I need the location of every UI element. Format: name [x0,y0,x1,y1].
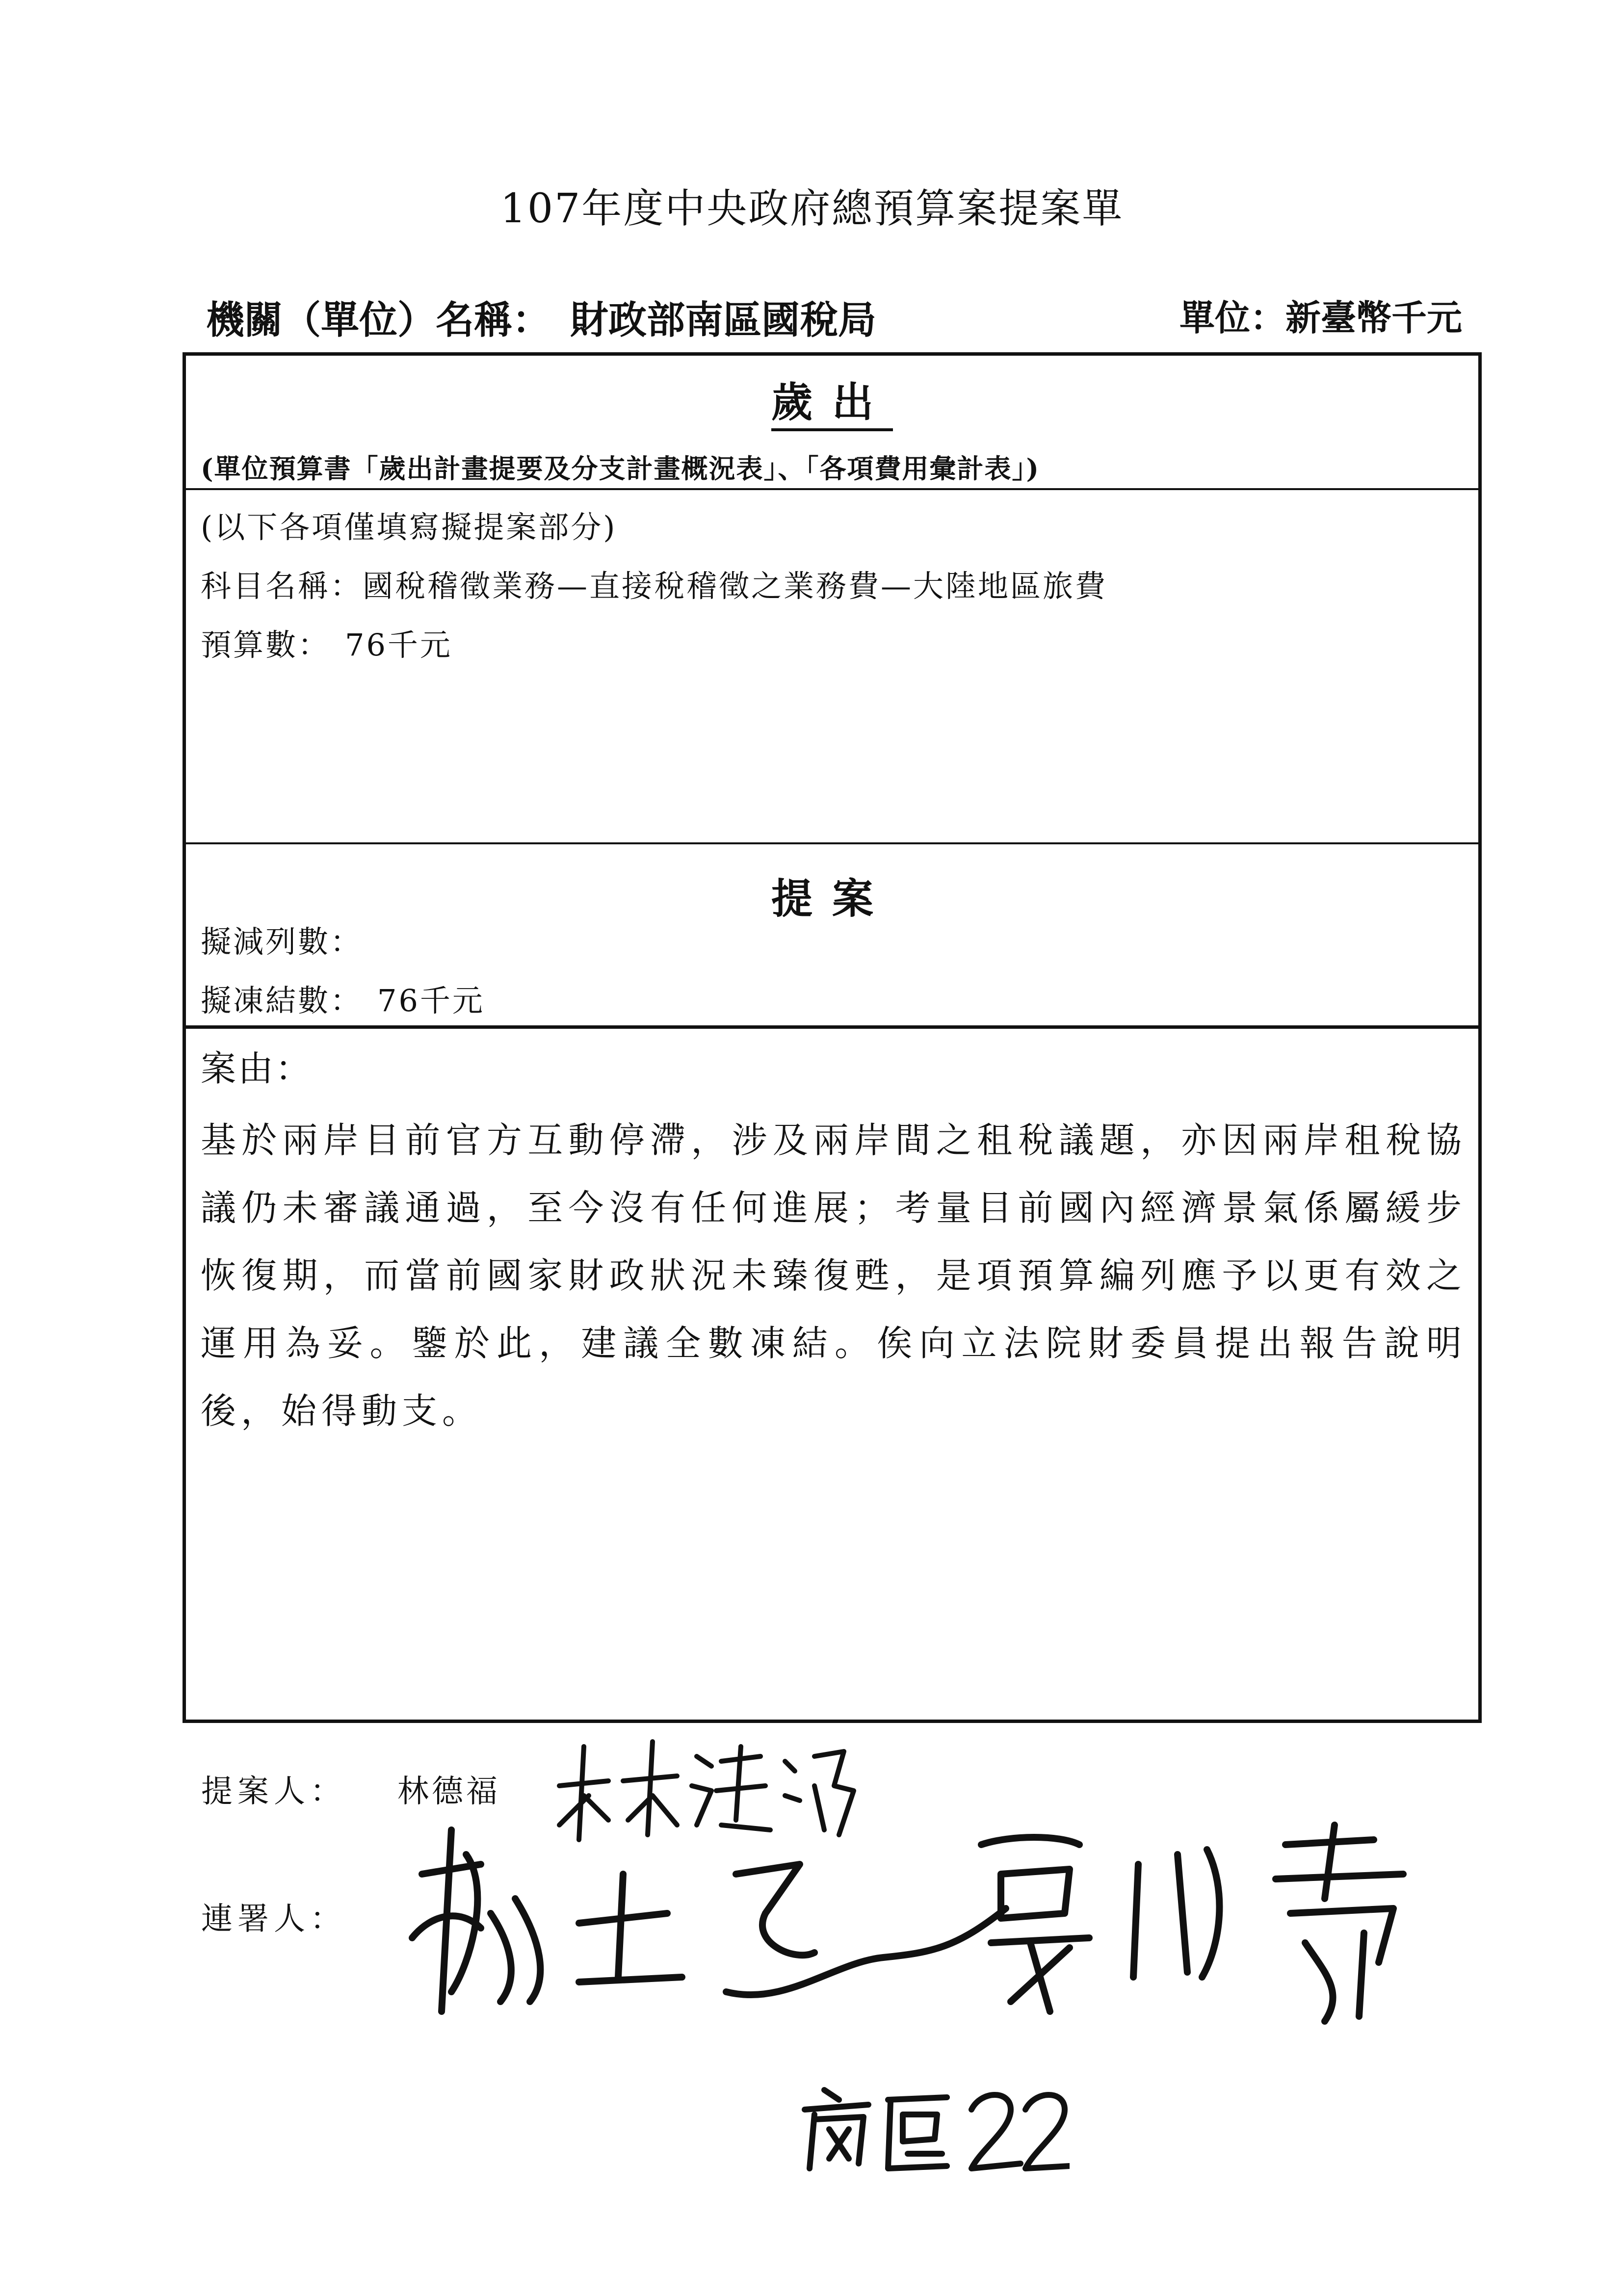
expenditure-note: (單位預算書「歲出計畫提要及分支計畫概況表」、「各項費用彙計表」) [201,453,1040,484]
proposal-heading: 提案 [771,874,893,923]
cosigner-label: 連署人： [201,1901,346,1937]
reason-text: 基於兩岸目前官方互動停滯，涉及兩岸間之租稅議題，亦因兩岸租稅協議仍未審議通過，至今沒有任何進展；考量目前國內經濟景氣係屬緩步恢復期，而當前國家財政狀況未臻復甦，是項預算編列應予以更有效之運用為妥。鑒於此，建議全數凍結。俟向立法院財委員提出報告說明後，始得動支。 [201,1120,1467,1432]
cosigner-signatures [393,1815,1496,2031]
subject-row [201,562,1107,605]
reduce-label: 擬減列數： [201,924,363,960]
reason-label: 案由： [201,1048,313,1089]
expenditure-heading: 歲出 [186,369,1478,429]
subject-label: 科目名稱： [201,568,363,604]
freeze-row [201,976,485,1020]
agency-header [206,289,1462,342]
proposer-label: 提案人： [201,1774,346,1810]
budget-label: 預算數： [201,627,331,663]
divider [186,1025,1478,1029]
page-title: 107年度中央政府總預算案提案單 [500,185,1124,232]
currency-unit: 單位：新臺幣千元 [1179,297,1462,339]
handwritten-note [795,2070,1070,2178]
budget-row [201,621,452,664]
subject-value: 國稅稽徵業務—直接稅稽徵之業務費—大陸地區旅費 [363,568,1108,604]
freeze-label: 擬凍結數： [201,983,363,1018]
divider [186,488,1478,490]
agency-label: 機關（單位）名稱： [206,298,551,342]
instruction-text: (以下各項僅填寫擬提案部分) [201,509,617,545]
agency-field [206,289,876,344]
freeze-value: 76千元 [377,983,485,1018]
agency-name: 財政部南區國稅局 [570,298,877,342]
proposal-form [183,352,1482,1723]
proposer-name: 林德福 [397,1774,500,1810]
divider [186,842,1478,844]
reduce-row [201,917,377,961]
budget-value: 76千元 [345,627,452,663]
